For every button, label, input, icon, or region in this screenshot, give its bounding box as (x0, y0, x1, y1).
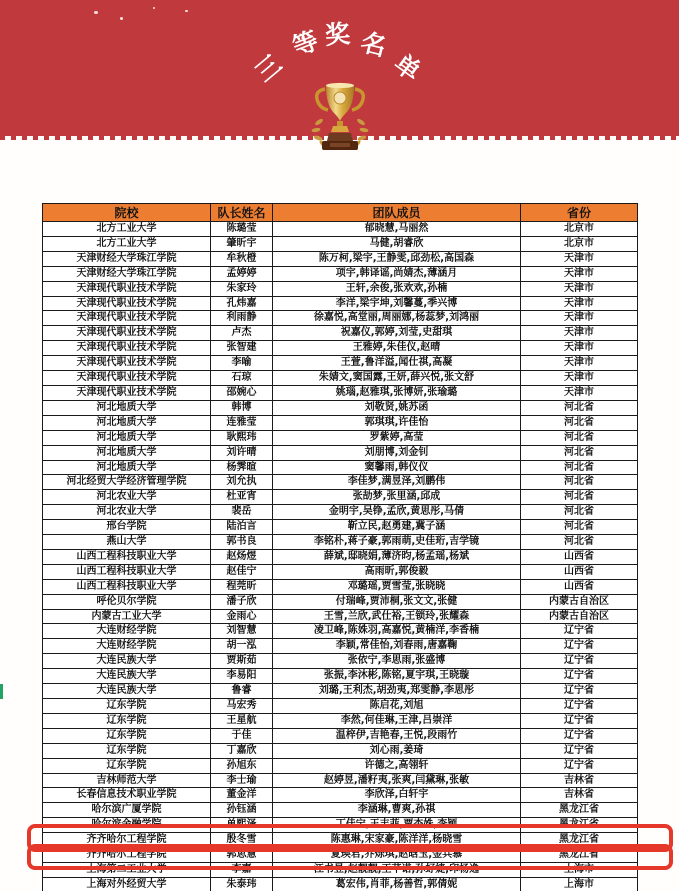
cell-members: 陈启花,刘旭 (273, 699, 521, 714)
cell-captain: 张智建 (211, 341, 273, 356)
cell-captain: 裴岳 (211, 505, 273, 520)
cell-province: 吉林省 (521, 788, 638, 803)
cell-province: 黑龙江省 (521, 833, 638, 848)
table-row (43, 400, 638, 415)
cell-members: 陈惠琳,宋家豪,陈洋洋,杨晓雪 (273, 833, 521, 848)
cell-captain: 贾斯茹 (211, 654, 273, 669)
cell-members: 靳立民,赵勇建,冀子涵 (273, 520, 521, 535)
cell-school: 吉林师范大学 (43, 773, 211, 788)
cell-captain: 刘许晴 (211, 445, 273, 460)
table-row (43, 654, 638, 669)
cell-school: 燕山大学 (43, 535, 211, 550)
table-row (43, 609, 638, 624)
table-row (43, 803, 638, 818)
cell-captain: 杜亚宵 (211, 490, 273, 505)
cell-school: 天津现代职业技术学院 (43, 385, 211, 400)
cell-province: 天津市 (521, 341, 638, 356)
banner-title-char: 三 (249, 49, 288, 88)
cell-province: 北京市 (521, 222, 638, 237)
cell-members: 祝嘉仪,郭婷,刘莹,史甜琪 (273, 326, 521, 341)
cell-province: 辽宁省 (521, 639, 638, 654)
cell-members: 李颖,常佳怡,刘春雨,唐嘉鞠 (273, 639, 521, 654)
cell-school: 长春信息技术职业学院 (43, 788, 211, 803)
cell-school: 天津财经大学珠江学院 (43, 251, 211, 266)
cell-captain: 赵炀煜 (211, 549, 273, 564)
cell-school: 内蒙古工业大学 (43, 609, 211, 624)
cell-province: 河北省 (521, 460, 638, 475)
cell-captain: 连雅莹 (211, 415, 273, 430)
cell-province: 河北省 (521, 535, 638, 550)
cell-province: 天津市 (521, 266, 638, 281)
table-row (43, 520, 638, 535)
table-row (43, 535, 638, 550)
table-row (43, 445, 638, 460)
cell-school: 辽东学院 (43, 728, 211, 743)
cell-province: 上海市 (521, 877, 638, 891)
cell-province: 上海市 (521, 862, 638, 877)
trophy-icon (308, 80, 372, 158)
cell-captain: 牟秋橙 (211, 251, 273, 266)
cell-school: 哈尔滨金融学院 (43, 818, 211, 833)
banner-title-char: 名 (357, 27, 390, 62)
cell-members: 王雪,兰欣,武仕裕,王锁玲,张耀森 (273, 609, 521, 624)
cell-school: 北方工业大学 (43, 222, 211, 237)
cell-province: 河北省 (521, 430, 638, 445)
cell-school: 山西工程科技职业大学 (43, 549, 211, 564)
cell-members: 葛宏伟,肖菲,杨善哲,郭倩妮 (273, 877, 521, 891)
cell-members: 李涵琳,曹爽,孙祺 (273, 803, 521, 818)
cell-captain: 石琼 (211, 371, 273, 386)
cell-province: 河北省 (521, 400, 638, 415)
cell-province: 河北省 (521, 445, 638, 460)
cell-captain: 韩博 (211, 400, 273, 415)
table-row (43, 579, 638, 594)
cell-province: 辽宁省 (521, 758, 638, 773)
table-row (43, 728, 638, 743)
cell-members: 高雨昕,郭俊毅 (273, 564, 521, 579)
banner-title-char: 奖 (324, 19, 351, 50)
cell-school: 天津现代职业技术学院 (43, 371, 211, 386)
cell-province: 辽宁省 (521, 669, 638, 684)
cell-school: 辽东学院 (43, 713, 211, 728)
banner-title-char: 等 (288, 25, 323, 62)
cell-captain: 鲁睿 (211, 684, 273, 699)
cell-school: 天津现代职业技术学院 (43, 296, 211, 311)
table-row (43, 311, 638, 326)
cell-members: 张依宁,李思雨,张盛博 (273, 654, 521, 669)
cell-school: 大连民族大学 (43, 669, 211, 684)
cell-school: 天津现代职业技术学院 (43, 341, 211, 356)
cell-members: 刘朋博,刘金钊 (273, 445, 521, 460)
cell-captain: 胡一泓 (211, 639, 273, 654)
cell-province: 河北省 (521, 490, 638, 505)
table-row (43, 639, 638, 654)
cell-province: 辽宁省 (521, 624, 638, 639)
cell-members: 李洋,梁宇坤,刘馨蔓,季兴博 (273, 296, 521, 311)
cell-school: 天津现代职业技术学院 (43, 326, 211, 341)
cell-province: 河北省 (521, 475, 638, 490)
cell-school: 河北地质大学 (43, 415, 211, 430)
table-row (43, 564, 638, 579)
table-row (43, 251, 638, 266)
cell-members: 丁佳宁,王丰菲,贾杏姝,李颖 (273, 818, 521, 833)
award-table (42, 203, 637, 891)
cell-members: 朱婧文,窦国露,王妍,薛兴悦,张文舒 (273, 371, 521, 386)
cell-captain: 孙旭东 (211, 758, 273, 773)
cell-school: 大连民族大学 (43, 684, 211, 699)
table-row (43, 490, 638, 505)
cell-captain: 利雨静 (211, 311, 273, 326)
cell-province: 天津市 (521, 311, 638, 326)
cell-members: 刘璐,王利杰,胡劲夷,郑雯静,李思彤 (273, 684, 521, 699)
cell-members: 邓璐瑶,贾雪莹,张晓晓 (273, 579, 521, 594)
cell-captain: 邵婉心 (211, 385, 273, 400)
cell-school: 山西工程科技职业大学 (43, 579, 211, 594)
cell-school: 齐齐哈尔工程学院 (43, 848, 211, 863)
cell-captain: 赵佳宁 (211, 564, 273, 579)
cell-province: 辽宁省 (521, 684, 638, 699)
cell-province: 河北省 (521, 520, 638, 535)
cell-province: 天津市 (521, 326, 638, 341)
cell-captain: 孔炜嘉 (211, 296, 273, 311)
cell-captain: 朱家玲 (211, 281, 273, 296)
cell-province: 北京市 (521, 236, 638, 251)
cell-members: 付瑞峰,贾沛桐,张文文,张健 (273, 594, 521, 609)
cell-captain: 李士瑜 (211, 773, 273, 788)
cell-province: 辽宁省 (521, 728, 638, 743)
cell-province: 辽宁省 (521, 654, 638, 669)
cell-members: 姚瑙,赵雅琪,张博妍,张瑜璐 (273, 385, 521, 400)
cell-members: 郁晓慧,马丽然 (273, 222, 521, 237)
cell-captain: 丁嘉欣 (211, 743, 273, 758)
cell-province: 天津市 (521, 251, 638, 266)
cell-members: 项宇,韩译谣,尚婧杰,薄涵月 (273, 266, 521, 281)
cell-captain: 杨霁暄 (211, 460, 273, 475)
cell-members: 李铭朴,蒋子豪,郭雨萌,史佳珩,吉学镜 (273, 535, 521, 550)
cell-province: 辽宁省 (521, 699, 638, 714)
cell-captain: 陆泊言 (211, 520, 273, 535)
cell-members: 王萱,鲁洋溢,闻仕祺,高凝 (273, 356, 521, 371)
cell-school: 山西工程科技职业大学 (43, 564, 211, 579)
cell-school: 河北农业大学 (43, 490, 211, 505)
table-row (43, 236, 638, 251)
cell-province: 辽宁省 (521, 743, 638, 758)
cell-school: 邢台学院 (43, 520, 211, 535)
cell-members: 江书昱,赵靓靓,王芊诺,孙虸婕,印杨逸 (273, 862, 521, 877)
cell-school: 天津现代职业技术学院 (43, 281, 211, 296)
table-row (43, 296, 638, 311)
cell-members: 马健,胡睿欣 (273, 236, 521, 251)
cell-captain: 李嘉 (211, 862, 273, 877)
cell-school: 北方工业大学 (43, 236, 211, 251)
cell-province: 河北省 (521, 415, 638, 430)
cell-school: 河北经贸大学经济管理学院 (43, 475, 211, 490)
cell-school: 呼伦贝尔学院 (43, 594, 211, 609)
table-row (43, 222, 638, 237)
cell-members: 李然,何佳琳,王津,吕崇洋 (273, 713, 521, 728)
cell-province: 内蒙古自治区 (521, 594, 638, 609)
cell-school: 辽东学院 (43, 699, 211, 714)
cell-captain: 陈璐莹 (211, 222, 273, 237)
cell-members: 夏瑛君,乔烁琪,赵晗玉,金兵慕 (273, 848, 521, 863)
table-row (43, 430, 638, 445)
cell-school: 大连财经学院 (43, 624, 211, 639)
selection-mark (0, 684, 3, 699)
table-row (43, 699, 638, 714)
cell-members: 金明宇,吴铮,孟欣,黄思彤,马倩 (273, 505, 521, 520)
table-row (43, 415, 638, 430)
table-row-highlighted (43, 833, 638, 848)
table-row (43, 624, 638, 639)
cell-members: 郭琪琪,许佳怡 (273, 415, 521, 430)
cell-captain: 肇昕宇 (211, 236, 273, 251)
cell-members: 张劼梦,张里涵,邱成 (273, 490, 521, 505)
cell-school: 齐齐哈尔工程学院 (43, 833, 211, 848)
cell-members: 窦馨雨,韩仪仪 (273, 460, 521, 475)
cell-members: 王轩,余俊,张欢欢,孙楠 (273, 281, 521, 296)
table-row (43, 877, 638, 891)
cell-province: 黑龙江省 (521, 818, 638, 833)
cell-province: 黑龙江省 (521, 848, 638, 863)
table-row (43, 505, 638, 520)
cell-captain: 董金洋 (211, 788, 273, 803)
table-row (43, 341, 638, 356)
cell-members: 李欣泽,白轩宇 (273, 788, 521, 803)
cell-school: 大连财经学院 (43, 639, 211, 654)
cell-captain: 李喻 (211, 356, 273, 371)
cell-captain: 朱泰玮 (211, 877, 273, 891)
cell-province: 吉林省 (521, 773, 638, 788)
cell-members: 薛斌,邸晓娟,薄济昀,杨孟瑶,杨斌 (273, 549, 521, 564)
cell-province: 山西省 (521, 579, 638, 594)
cell-captain: 刘允执 (211, 475, 273, 490)
cell-school: 河北地质大学 (43, 460, 211, 475)
cell-captain: 李易阳 (211, 669, 273, 684)
column-header: 省份 (521, 204, 638, 222)
cell-province: 山西省 (521, 564, 638, 579)
cell-captain: 王星航 (211, 713, 273, 728)
cell-school: 天津财经大学珠江学院 (43, 266, 211, 281)
cell-members: 张振,李沐彬,陈铭,夏宇琪,王晓璇 (273, 669, 521, 684)
table-row (43, 385, 638, 400)
cell-school: 天津现代职业技术学院 (43, 356, 211, 371)
cell-captain: 刘智慧 (211, 624, 273, 639)
cell-school: 辽东学院 (43, 758, 211, 773)
cell-members: 许德之,高翎轩 (273, 758, 521, 773)
cell-captain: 卢杰 (211, 326, 273, 341)
table-row (43, 773, 638, 788)
cell-members: 徐嘉悦,高堂丽,周丽娜,杨蕊梦,刘鸿丽 (273, 311, 521, 326)
table-row-highlighted (43, 848, 638, 863)
cell-members: 罗紫婷,高莹 (273, 430, 521, 445)
cell-members: 温梓伊,吉艳春,王悦,段雨竹 (273, 728, 521, 743)
table-row (43, 326, 638, 341)
cell-members: 赵婷昱,潘籽夷,张爽,闫黛琳,张敏 (273, 773, 521, 788)
table-body (43, 222, 638, 891)
cell-members: 凌卫峰,陈姝羽,高嘉悦,黄楠洋,李香楠 (273, 624, 521, 639)
table-header-row (43, 204, 638, 222)
table-row (43, 281, 638, 296)
table-row (43, 758, 638, 773)
table-row (43, 684, 638, 699)
cell-school: 河北地质大学 (43, 430, 211, 445)
cell-members: 陈万柯,梁宇,王静雯,邱劲松,高国森 (273, 251, 521, 266)
column-header: 院校 (43, 204, 211, 222)
cell-captain: 潘子欣 (211, 594, 273, 609)
column-header: 团队成员 (273, 204, 521, 222)
cell-members: 王雅婷,朱佳仪,赵晴 (273, 341, 521, 356)
table-row (43, 371, 638, 386)
table-row (43, 356, 638, 371)
cell-school: 上海对外经贸大学 (43, 877, 211, 891)
cell-province: 内蒙古自治区 (521, 609, 638, 624)
cell-members: 刘敬贤,姚苏函 (273, 400, 521, 415)
cell-school: 哈尔滨广厦学院 (43, 803, 211, 818)
column-header: 队长姓名 (211, 204, 273, 222)
cell-members: 李佳梦,满昱泽,刘鹏伟 (273, 475, 521, 490)
cell-province: 天津市 (521, 356, 638, 371)
cell-captain: 程莞昕 (211, 579, 273, 594)
table-row (43, 713, 638, 728)
cell-province: 河北省 (521, 505, 638, 520)
cell-captain: 郭思慧 (211, 848, 273, 863)
cell-members: 刘心雨,姜琦 (273, 743, 521, 758)
cell-captain: 马宏秀 (211, 699, 273, 714)
table-row (43, 460, 638, 475)
cell-province: 天津市 (521, 371, 638, 386)
cell-captain: 于佳 (211, 728, 273, 743)
cell-captain: 单熙泽 (211, 818, 273, 833)
cell-school: 河北地质大学 (43, 445, 211, 460)
table-row (43, 788, 638, 803)
cell-captain: 孟婷婷 (211, 266, 273, 281)
table-row (43, 594, 638, 609)
banner-title-char: 单 (388, 48, 427, 87)
cell-province: 天津市 (521, 296, 638, 311)
cell-school: 河北农业大学 (43, 505, 211, 520)
table-row (43, 862, 638, 877)
table-row (43, 549, 638, 564)
cell-province: 天津市 (521, 385, 638, 400)
cell-captain: 耿熙玮 (211, 430, 273, 445)
table-row (43, 818, 638, 833)
cell-school: 大连民族大学 (43, 654, 211, 669)
cell-province: 山西省 (521, 549, 638, 564)
cell-province: 辽宁省 (521, 713, 638, 728)
cell-province: 天津市 (521, 281, 638, 296)
cell-captain: 郭书良 (211, 535, 273, 550)
table-row (43, 743, 638, 758)
cell-captain: 殷冬雪 (211, 833, 273, 848)
cell-school: 天津现代职业技术学院 (43, 311, 211, 326)
table-row (43, 669, 638, 684)
cell-captain: 金雨心 (211, 609, 273, 624)
cell-captain: 孙钰涵 (211, 803, 273, 818)
cell-province: 黑龙江省 (521, 803, 638, 818)
table-row (43, 266, 638, 281)
cell-school: 上海第二工业大学 (43, 862, 211, 877)
cell-school: 辽东学院 (43, 743, 211, 758)
table-row (43, 475, 638, 490)
cell-school: 河北地质大学 (43, 400, 211, 415)
